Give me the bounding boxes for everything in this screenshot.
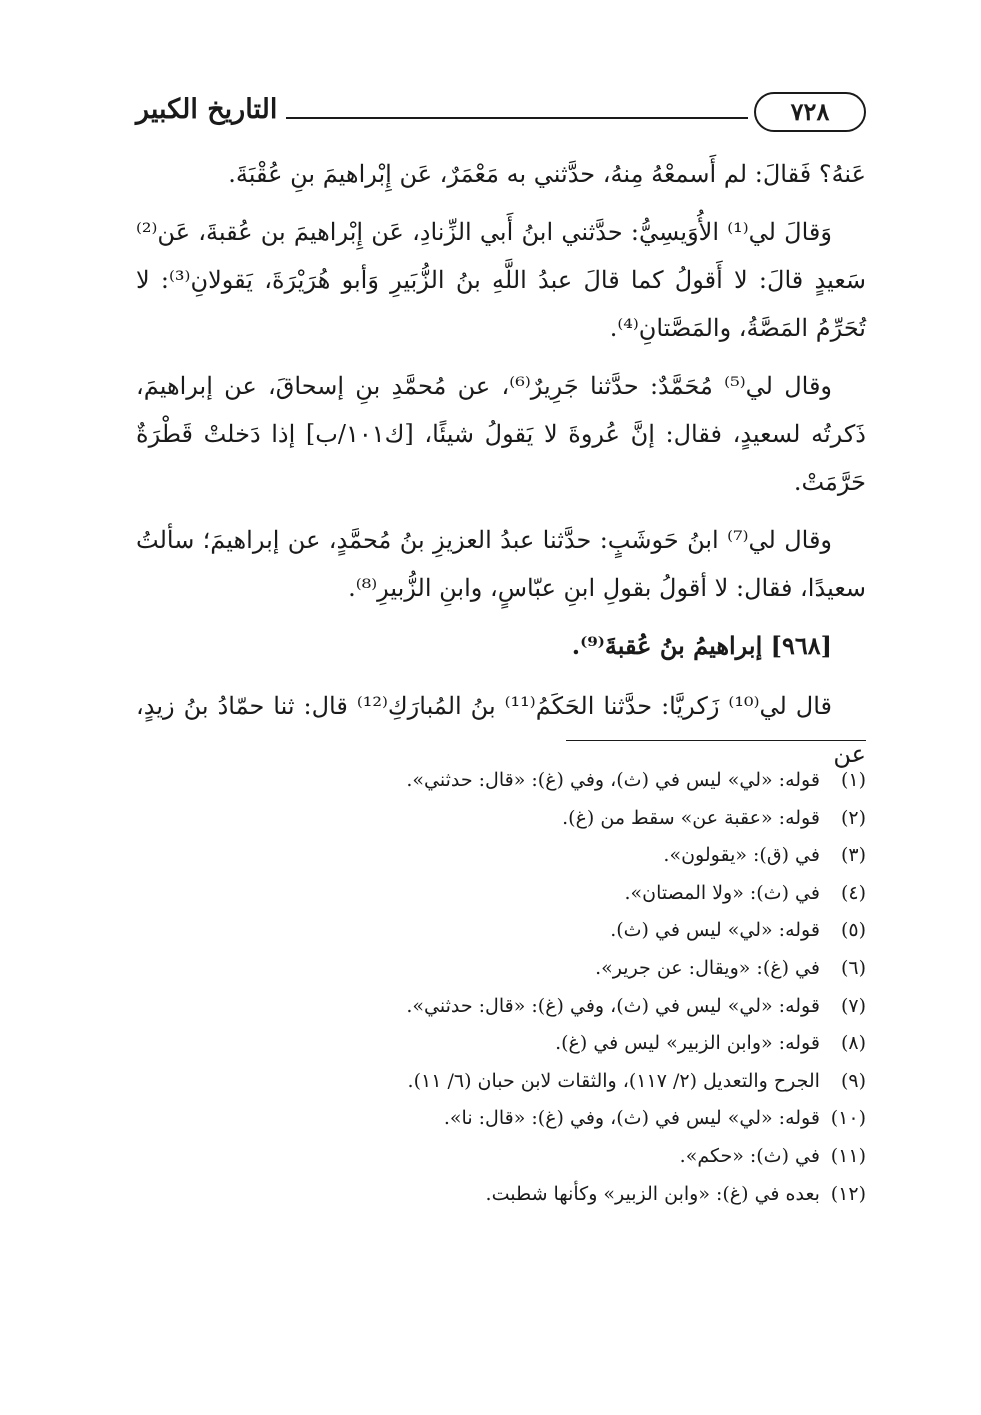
paragraph-4: وقال لي⁽⁷⁾ ابنُ حَوشَبٍ: حدَّثنا عبدُ العزيزِ بنُ مُحمَّدٍ، عن إبراهيمَ؛ سألتُ سعيدًا، فقال: لا أقولُ بقولِ ابنِ عبّاسٍ، وابنِ الزُّبيرِ⁽⁸⁾.	[136, 526, 866, 602]
footnote-text: قوله: «عقبة عن» سقط من (غ).	[562, 806, 820, 829]
footnote	[136, 988, 866, 1026]
footnote-text: في (ق): «يقولون».	[663, 844, 820, 867]
footnote-number: (١٠)	[830, 1107, 866, 1130]
footnote-text: قوله: «لي» ليس في (ث)، وفي (غ): «قال: حدثني».	[406, 769, 820, 791]
footnote-rule	[566, 740, 866, 741]
footnote-number: (٢)	[840, 806, 866, 829]
paragraph-2: وَقالَ لي⁽¹⁾ الأُوَيسِيُّ: حدَّثني ابنُ أَبي الزِّنادِ، عَن إِبْراهيمَ بن عُقبةَ، عَن⁽²⁾ سَعيدٍ قالَ: لا أَقولُ كما قالَ عبدُ اللَّهِ بنُ الزُّبَيرِ وَأبو هُرَيْرَةَ، يَقولانِ⁽³⁾: لا تُحَرِّمُ المَصَّةُ، والمَصَّتانِ⁽⁴⁾.	[136, 218, 867, 342]
entry-heading: [٩٦٨] إبراهيمُ بنُ عُقبةَ⁽⁹⁾.	[571, 631, 832, 660]
footnote-number: (٣)	[840, 844, 866, 867]
footnote	[136, 1025, 866, 1063]
paragraph-1: عَنهُ؟ فَقالَ: لم أَسمعْهُ مِنهُ، حدَّثني به مَعْمَرٌ، عَن إِبْراهيمَ بنِ عُقْبَةَ.	[228, 160, 866, 188]
footnote-text: قوله: «لي» ليس في (ث)، وفي (غ): «قال: حدثني».	[406, 994, 820, 1017]
footnote-number: (٧)	[840, 994, 866, 1017]
page-number: ٧٢٨	[754, 92, 866, 132]
footnote	[136, 1063, 866, 1101]
header-rule	[286, 117, 748, 119]
footnote-text: في (غ): «ويقال: عن جرير».	[595, 956, 820, 979]
footnote-text: قوله: «وابن الزبير» ليس في (غ).	[555, 1032, 820, 1055]
footnote-number: (٨)	[840, 1032, 866, 1055]
footnote-text: في (ث): «ولا المصتان».	[624, 881, 820, 904]
footnote	[136, 875, 866, 913]
footnote-number: (٦)	[840, 956, 866, 979]
footnote	[136, 837, 866, 875]
main-text	[136, 150, 866, 788]
footnote-number: (١١)	[830, 1144, 866, 1167]
footnote	[136, 950, 866, 988]
footnote-text: في (ث): «حكم».	[679, 1144, 820, 1167]
paragraph-5: قال لي⁽¹⁰⁾ زَكريَّا: حدَّثنا الحَكَمُ⁽¹¹⁾ بنُ المُبارَكِ⁽¹²⁾ قال: ثنا حمّادُ بنُ زيدٍ، عن	[136, 692, 866, 768]
running-title: التاريخ الكبير	[136, 94, 278, 125]
footnote-number: (١)	[840, 769, 866, 791]
footnote	[136, 1138, 866, 1176]
footnote	[136, 1176, 866, 1214]
footnote-text: بعده في (غ): «وابن الزبير» وكأنها شطبت.	[485, 1182, 820, 1205]
footnote	[136, 762, 866, 800]
footnote	[136, 1100, 866, 1138]
footnote-number: (٩)	[840, 1069, 866, 1092]
paragraph-3: وقال لي⁽⁵⁾ مُحَمَّدٌ: حدَّثنا جَرِيرٌ⁽⁶⁾، عن مُحمَّدِ بنِ إسحاقَ، عن إبراهيمَ، ذَكرتُه لسعيدٍ، فقال: إنَّ عُروةَ لا يَقولُ شيئًا، [ك١٠١/ب] إذا دَخلتْ قَطْرَةٌ حَرَّمَتْ.	[136, 372, 866, 496]
footnote-number: (١٢)	[830, 1182, 866, 1205]
footnotes	[136, 762, 866, 1213]
footnote-text: قوله: «لي» ليس في (ث)، وفي (غ): «قال: نا».	[443, 1107, 820, 1130]
footnote	[136, 912, 866, 950]
footnote-text: قوله: «لي» ليس في (ث).	[610, 919, 820, 942]
footnote-text: الجرح والتعديل (٢/ ١١٧)، والثقات لابن حبان (٦/ ١١).	[407, 1069, 820, 1092]
footnote	[136, 800, 866, 838]
footnote-number: (٥)	[840, 919, 866, 942]
page-header	[136, 92, 866, 136]
footnote-number: (٤)	[840, 881, 866, 904]
